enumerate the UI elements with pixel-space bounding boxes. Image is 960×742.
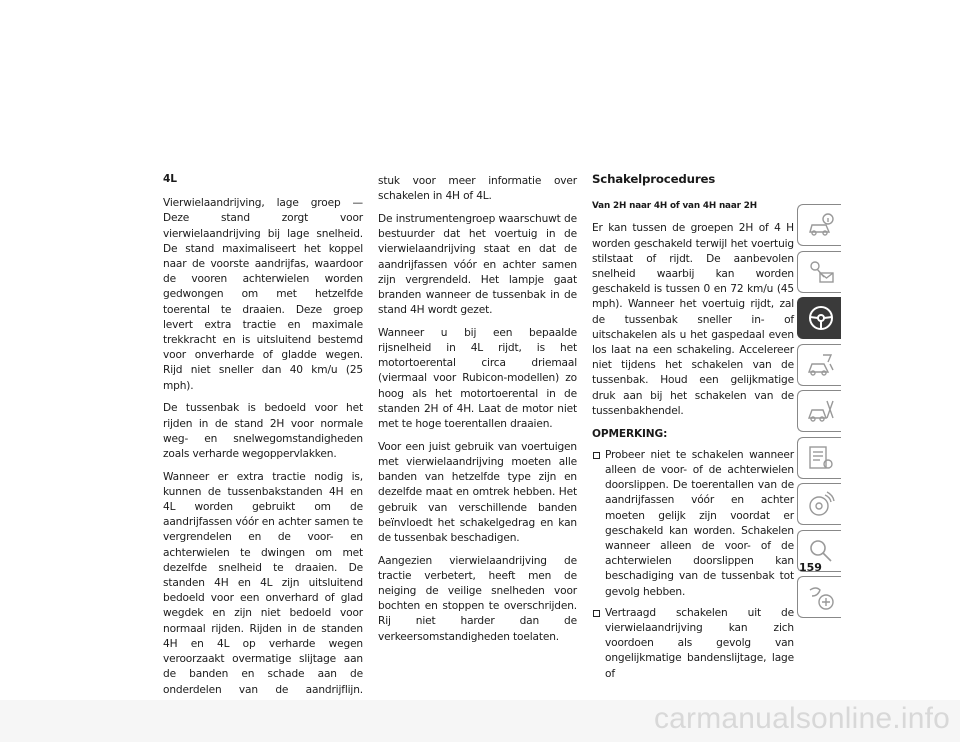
text-column-1	[163, 172, 363, 736]
bullet-item	[592, 448, 794, 600]
car-warning-icon	[806, 350, 836, 380]
tab-specifications[interactable]	[797, 437, 841, 479]
tab-language[interactable]	[797, 576, 841, 618]
watermark-band	[0, 700, 960, 742]
paragraph: stuk voor meer informatie over schakelen in 4H of 4L.	[378, 175, 577, 203]
tab-steering-wheel[interactable]	[797, 297, 841, 339]
info-car-icon	[806, 210, 836, 240]
text-column-3	[592, 172, 794, 688]
heading-4l: 4L	[163, 173, 177, 185]
tab-info-car[interactable]	[797, 204, 841, 246]
bullet-text: Vertraagd schakelen uit de vierwielaandrijving kan zich voordoen als gevolg van ongelijkmatige bandenslijtage, lage of	[605, 606, 794, 680]
paragraph: Wanneer er extra tractie nodig is, kunnen de tussenbakstanden 4H en 4L worden gebruikt om de aandrijfassen vóór en achter samen te vergrendelen en de voor- en achterwielen te dwingen om met dezelfde snelheid te draaien. De standen 4H en 4L zijn uitsluitend bedoeld voor een onverhard of glad wegdek en zijn niet bedoeld voor normaal rijden. Rijden in de standen 4H en 4L op verharde wegen veroorzaakt overmatige slijtage aan de banden en schade aan de onderdelen van de aandrijflijn.	[163, 470, 363, 696]
sub-heading: Van 2H naar 4H of van 4H naar 2H	[592, 201, 757, 212]
car-maintenance-icon	[806, 396, 836, 426]
checkbox-bullet-icon	[593, 452, 600, 459]
bullet-item	[592, 606, 794, 682]
paragraph: Wanneer u bij een bepaalde rijsnelheid in 4L rijdt, is het motortoerental circa driemaal (viermaal voor Rubicon-modellen) zo hoog als het motortoerental in de standen 2H of 4H. Laat de motor niet met te hoge toerentallen draaien.	[378, 326, 577, 431]
steering-wheel-icon	[806, 303, 836, 333]
checkbox-bullet-icon	[593, 610, 600, 617]
tab-car-maintenance[interactable]	[797, 390, 841, 432]
tab-multimedia[interactable]	[797, 483, 841, 525]
paragraph: De instrumentengroep waarschuwt de bestuurder dat het voertuig in de vierwielaandrijving staat en dat de aandrijfassen vóór en achter samen zijn vergrendeld. Het lampje gaat branden wanneer de tussenbak in de stand 4H wordt gezet.	[378, 212, 577, 317]
note-label: OPMERKING:	[592, 427, 668, 440]
paragraph: De tussenbak is bedoeld voor het rijden in de stand 2H voor normale weg- en snelwegomstandigheden zoals verharde wegoppervlakken.	[163, 402, 363, 460]
paragraph: Er kan tussen de groepen 2H of 4 H worden geschakeld terwijl het voertuig stilstaat of rijdt. De aanbevolen snelheid waarbij kan worden geschakeld is tussen 0 en 72 km/u (45 mph). Wanneer het voertuig rijdt, zal de tussenbak sneller in- of uitschakelen als u het gaspedaal even los laat na een schakeling. Accelereer niet tijdens het schakelen van de tussenbak. Houd een gelijkmatige druk aan bij het schakelen van de tussenbakhendel.	[592, 222, 794, 417]
watermark-text: carmanualsonline.info	[653, 702, 950, 735]
multimedia-icon	[806, 489, 836, 519]
keys-mail-icon	[806, 257, 836, 287]
page-number: 159	[799, 561, 822, 574]
tab-keys-mail[interactable]	[797, 251, 841, 293]
language-icon	[806, 582, 836, 612]
section-title: Schakelprocedures	[592, 172, 716, 186]
paragraph: Vierwielaandrijving, lage groep — Deze stand zorgt voor vierwielaandrijving bij lage snelheid. De stand maximaliseert het koppel naar de voorste aandrijfas, waardoor de vooren achterwielen worden gedwongen om met hetzelfde toerental te draaien. Deze groep levert extra tractie en maximale trekkracht en is uitsluitend bestemd voor onverharde of gladde wegen. Rijd niet sneller dan 40 km/u (25 mph).	[163, 197, 363, 392]
bullet-text: Probeer niet te schakelen wanneer alleen de voor- of de achterwielen doorslippen. De toerentallen van de aandrijfassen vóór en achter moeten gelijk zijn voordat er geschakeld kan worden. Schakelen wanneer alleen de voor- of de achterwielen doorslippen kan beschadiging van de tussenbak tot gevolg hebben.	[605, 448, 794, 598]
specifications-list-icon	[806, 443, 836, 473]
tab-car-warning[interactable]	[797, 344, 841, 386]
paragraph: Voor een juist gebruik van voertuigen met vierwielaandrijving moeten alle banden van hetzelfde type zijn en dezelfde maat en omtrek hebben. Het gebruik van verschillende banden beïnvloedt het schakelgedrag en kan de tussenbak beschadigen.	[378, 440, 577, 544]
paragraph: Aangezien vierwielaandrijving de tractie verbetert, heeft men de neiging de veilige snelheden voor bochten en stoppen te overschrijden. Rij niet harder dan de verkeersomstandigheden toelaten.	[378, 554, 577, 643]
chapter-tabs	[797, 204, 841, 623]
text-column-2	[378, 174, 577, 652]
